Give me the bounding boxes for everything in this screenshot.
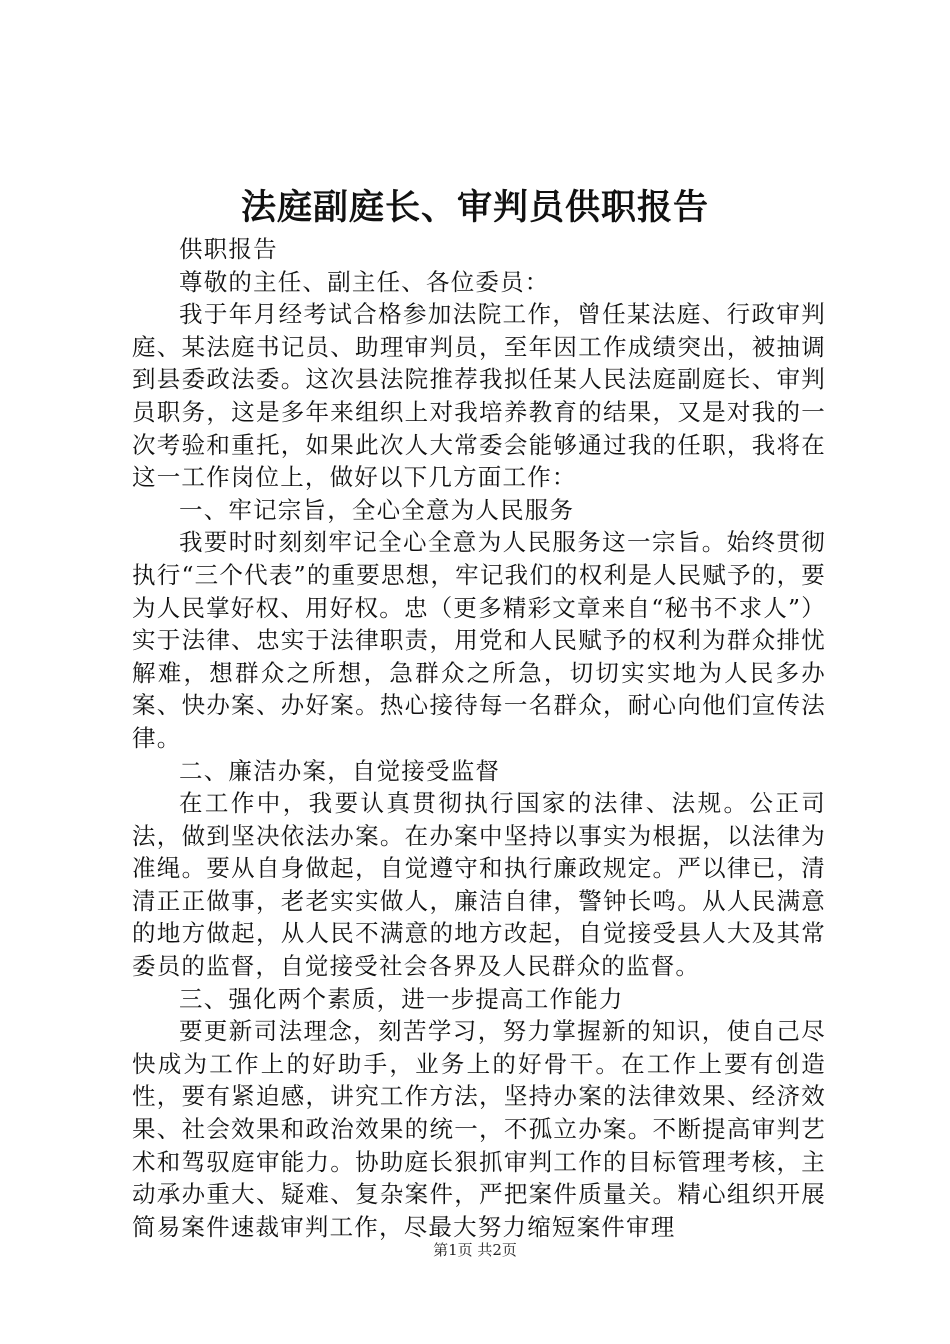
paragraph-section-2: 在工作中，我要认真贯彻执行国家的法律、法规。公正司法，做到坚决依法办案。在办案中坚持以事实为根据，以法律为准绳。要从自身做起，自觉遵守和执行廉政规定。严以律已，清清正正做事，老老实实做人，廉洁自律，警钟长鸣。从人民满意的地方做起，从人民不满意的地方改起，自觉接受县人大及其常委员的监督，自觉接受社会各界及人民群众的监督。 xyxy=(132,789,826,981)
document-body xyxy=(132,233,826,1243)
section-heading-3: 三、强化两个素质，进一步提高工作能力 xyxy=(179,984,624,1013)
section-heading-2: 二、廉洁办案，自觉接受监督 xyxy=(179,756,501,785)
paragraph-intro: 我于年月经考试合格参加法院工作，曾任某法庭、行政审判庭、某法庭书记员、助理审判员，至年因工作成绩突出，被抽调到县委政法委。这次县法院推荐我拟任某人民法庭副庭长、审判员职务，这是多年来组织上对我培养教育的结果，又是对我的一次考验和重托，如果此次人大常委会能够通过我的任职，我将在这一工作岗位上，做好以下几方面工作： xyxy=(132,300,826,492)
section-heading-1: 一、牢记宗旨，全心全意为人民服务 xyxy=(179,495,575,524)
document-title: 法庭副庭长、审判员供职报告 xyxy=(240,187,709,228)
paragraph-section-3: 要更新司法理念，刻苦学习，努力掌握新的知识，使自己尽快成为工作上的好助手，业务上的好骨干。在工作上要有创造性，要有紧迫感，讲究工作方法，坚持办案的法律效果、经济效果、社会效果和政治效果的统一，不孤立办案。不断提高审判艺术和驾驭庭审能力。协助庭长狠抓审判工作的目标管理考核，主动承办重大、疑难、复杂案件，严把案件质量关。精心组织开展简易案件速裁审判工作，尽最大努力缩短案件审理 xyxy=(132,1017,826,1241)
paragraph-salutation: 尊敬的主任、副主任、各位委员： xyxy=(179,267,550,296)
page-footer: 第1页 共2页 xyxy=(433,1241,517,1259)
paragraph-heading-report: 供职报告 xyxy=(179,235,278,263)
paragraph-section-1: 我要时时刻刻牢记全心全意为人民服务这一宗旨。始终贯彻执行“三个代表”的重要思想，牢记我们的权利是人民赋予的，要为人民掌好权、用好权。忠（更多精彩文章来自“秘书不求人”）实于法律、忠实于法律职责，用党和人民赋予的权利为群众排忧解难，想群众之所想，急群众之所急，切切实实地为人民多办案、快办案、办好案。热心接待每一名群众，耐心向他们宣传法律。 xyxy=(132,528,826,752)
